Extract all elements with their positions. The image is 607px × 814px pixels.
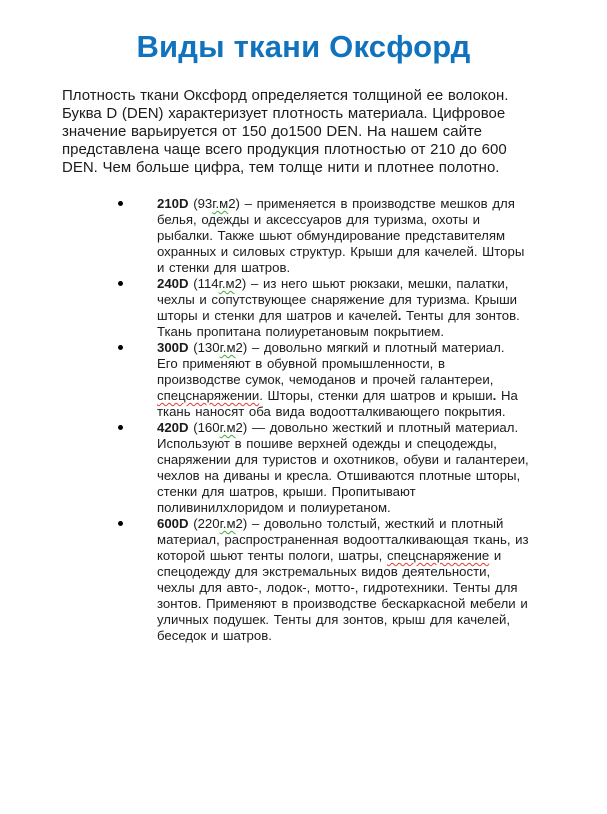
text-segment-normal: 2) — довольно жесткий и плотный материал. Используют в пошиве верхней одежды и спецодежды, снаряжении для туристов и охотников, обуви и галантереи, чехлов на диваны и кресла. Отшиваются плотные шторы, стенки для шатров, крыши. Пропитывают поливинилхлоридом и полиуретаном.	[157, 420, 529, 515]
text-segment-bold: 210D	[157, 196, 189, 211]
text-segment-normal: 2) – применяется в производстве мешков для белья, одежды и аксессуаров для туризма, охоты и рыбалки. Также шьют обмундирование представителям охранных и силовых структур. Крыши для качелей. Шторы и стенки для шатров.	[157, 196, 525, 275]
intro-paragraph: Плотность ткани Оксфорд определяется толщиной ее волокон. Буква D (DEN) характеризует плотность материала. Цифровое значение варьируется от 150 до1500 DEN. На нашем сайте представлена чаще всего продукция плотностью от 210 до 600 DEN. Чем больше цифра, тем толще нити и плотнее полотно.	[62, 87, 509, 176]
list-item-text	[157, 516, 529, 644]
text-segment-normal: Тенты для зонтов. Ткань пропитана полиуретановым покрытием.	[157, 308, 520, 339]
document-page	[0, 29, 607, 814]
bullet-icon	[118, 281, 123, 286]
text-segment-normal: (114	[188, 276, 219, 291]
list-item-210D	[118, 196, 538, 276]
list-item-420D	[118, 420, 538, 516]
text-segment-grammar: г.м	[219, 420, 236, 435]
text-segment-normal: . Шторы, стенки для шатров и крыши	[259, 388, 493, 403]
list-item-300D	[118, 340, 538, 420]
text-segment-bold: 420D	[157, 420, 189, 435]
page-title: Виды ткани Оксфорд	[136, 29, 471, 64]
text-segment-grammar: г.м	[219, 340, 236, 355]
text-segment-normal: и спецодежду для экстремальных видов деятельности, чехлы для авто-, лодок-, мотто-, гидротехники. Тенты для зонтов. Применяют в производстве бескаркасной мебели и уличных подушек. Тенты для зонтов, крыш для качелей, беседок и шатров.	[157, 548, 528, 643]
text-segment-grammar: г.м	[212, 196, 229, 211]
text-segment-grammar: г.м	[219, 516, 236, 531]
text-segment-normal: (220	[188, 516, 220, 531]
list-item-600D	[118, 516, 538, 644]
text-segment-bold: 240D	[157, 276, 189, 291]
bullet-icon	[118, 201, 123, 206]
text-segment-bold: .	[397, 308, 402, 323]
text-segment-normal: (160	[188, 420, 220, 435]
list-item-text	[157, 276, 529, 340]
text-segment-bold: .	[492, 388, 497, 403]
text-segment-bold: 300D	[157, 340, 189, 355]
text-segment-normal: 2) – довольно толстый, жесткий и плотный материал, распространенная водоотталкивающая ткань, из которой шьют тенты пологи, шатры,	[157, 516, 529, 563]
bullet-icon	[118, 345, 123, 350]
list-item-text	[157, 196, 529, 276]
text-segment-spell: спецснаряжении	[157, 388, 260, 403]
text-segment-grammar: г.м	[218, 276, 235, 291]
text-segment-normal: (130	[188, 340, 220, 355]
text-segment-bold: 600D	[157, 516, 189, 531]
fabric-list	[118, 196, 538, 644]
bullet-icon	[118, 425, 123, 430]
text-segment-spell: спецснаряжение	[387, 548, 490, 563]
text-segment-normal: (93	[188, 196, 213, 211]
text-segment-normal: 2) – из него шьют рюкзаки, мешки, палатки, чехлы и сопутствующее снаряжение для туризма. Крыши шторы и стенки для шатров и качелей	[157, 276, 518, 323]
list-item-240D	[118, 276, 538, 340]
text-segment-normal: На ткань наносят оба вида водоотталкивающего покрытия.	[157, 388, 518, 419]
list-item-text	[157, 340, 529, 420]
bullet-icon	[118, 521, 123, 526]
text-segment-normal: 2) – довольно мягкий и плотный материал. Его применяют в обувной промышленности, в производстве сумок, чемоданов и прочей галантереи,	[157, 340, 505, 387]
list-item-text	[157, 420, 529, 516]
